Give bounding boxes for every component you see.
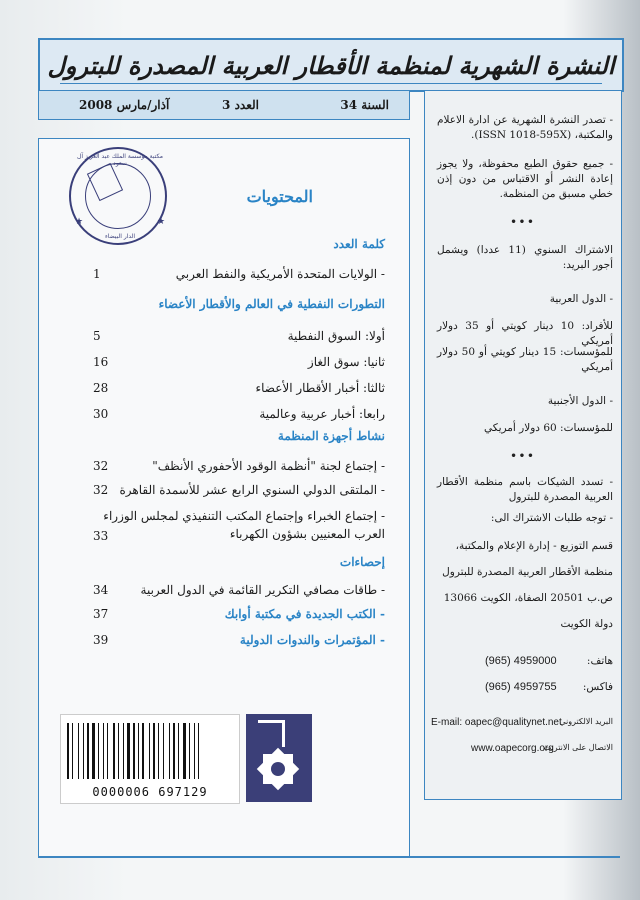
toc-page-number: 28 [93, 381, 109, 395]
toc-entry[interactable]: رابعا: أخبار عربية وعالمية [259, 407, 385, 421]
toc-page-number: 37 [93, 607, 109, 621]
barcode-area [60, 710, 390, 806]
barcode-bar [80, 723, 82, 779]
barcode-bar [191, 723, 193, 779]
barcode-bar [187, 723, 188, 779]
barcode-bar [180, 723, 182, 779]
barcode-bar [67, 723, 69, 779]
phone-number[interactable]: (965) 4959000 [485, 655, 557, 667]
rights-notice: - جميع حقوق الطبع محفوظة، ولا يجوز إعادة النشر أو الاقتباس من دون إذن خطي مسبق من المنظمة. [437, 158, 613, 200]
country: دولة الكويت [560, 618, 613, 630]
barcode-bars [67, 723, 233, 779]
publication-intro: - تصدر النشرة الشهرية عن ادارة الاعلام والمكتبة، (ISSN 1018-595X). [437, 114, 613, 141]
publication-info-panel [424, 90, 622, 800]
library-seal-stamp [69, 147, 167, 245]
toc-entry[interactable]: - الكتب الجديدة في مكتبة أوابك [224, 607, 385, 621]
toc-page-number: 30 [93, 407, 109, 421]
toc-page-number: 16 [93, 355, 109, 369]
po-box: ص.ب 20501 الصفاة، الكويت 13066 [443, 592, 613, 604]
barcode [60, 714, 240, 804]
arab-institution-price: للمؤسسات: 15 دينار كويتي أو 50 دولار أمريكي [437, 346, 613, 373]
barcode-bar [107, 723, 108, 779]
issue-bar [38, 90, 410, 120]
toc-page-number: 5 [93, 329, 101, 343]
barcode-bar [125, 723, 126, 779]
toc-page-number: 1 [93, 267, 101, 281]
barcode-bar [183, 723, 186, 779]
footer-rule [38, 856, 620, 858]
barcode-bar [189, 723, 190, 779]
barcode-bar [194, 723, 195, 779]
toc-entry[interactable]: - طاقات مصافي التكرير القائمة في الدول العربية [140, 583, 385, 597]
barcode-bar [109, 723, 112, 779]
barcode-bar [70, 723, 71, 779]
logo-corner-mark [258, 720, 285, 747]
send-requests-to: - توجه طلبات الاشتراك الى: [490, 512, 613, 524]
barcode-bar [113, 723, 115, 779]
foreign-countries-heading: - الدول الأجنبية [547, 395, 613, 407]
barcode-bar [103, 723, 104, 779]
barcode-digits: 0000006 697129 [92, 785, 208, 799]
seal-bottom-text: الدار البيضاء [104, 233, 136, 240]
masthead-rule [60, 83, 602, 84]
barcode-bar [83, 723, 84, 779]
barcode-bar [169, 723, 170, 779]
arab-countries-heading: - الدول العربية [549, 293, 613, 305]
barcode-bar [92, 723, 95, 779]
email-address[interactable]: E-mail: oapec@qualitynet.net [431, 717, 562, 728]
toc-page-number: 39 [93, 633, 109, 647]
barcode-bar [96, 723, 97, 779]
phone-label: هاتف: [586, 655, 613, 667]
barcode-bar [158, 723, 159, 779]
barcode-bar [153, 723, 155, 779]
barcode-bar [136, 723, 137, 779]
toc-page-number: 32 [93, 459, 109, 473]
separator: ••• [510, 217, 536, 228]
barcode-bar [149, 723, 150, 779]
barcode-bar [74, 723, 77, 779]
barcode-bar [142, 723, 144, 779]
contents-title: المحتويات [246, 187, 313, 206]
barcode-bar [200, 723, 202, 779]
barcode-bar [178, 723, 179, 779]
barcode-bar [196, 723, 197, 779]
barcode-bar [100, 723, 102, 779]
logo-core [271, 762, 285, 776]
seal-star-icon: ★ [75, 217, 84, 227]
toc-entry[interactable]: - إجتماع لجنة "أنظمة الوقود الأحفوري الأنظف" [152, 459, 385, 473]
toc-entry[interactable]: ثالثا: أخبار الأقطار الأعضاء [255, 381, 385, 395]
section-heading: نشاط أجهزة المنظمة [277, 429, 385, 443]
barcode-bar [163, 723, 164, 779]
barcode-bar [90, 723, 91, 779]
section-heading: التطورات النفطية في العالم والأقطار الأعضاء [158, 297, 385, 311]
barcode-bar [145, 723, 148, 779]
barcode-bar [123, 723, 124, 779]
issue-year: السنة 34 [340, 98, 389, 112]
toc-entry[interactable]: - الولايات المتحدة الأمريكية والنفط العربي [175, 267, 385, 281]
toc-page-number: 34 [93, 583, 109, 597]
foreign-institution-price: للمؤسسات: 60 دولار أمريكي [484, 422, 613, 434]
barcode-bar [98, 723, 99, 779]
organization-name: منظمة الأقطار العربية المصدرة للبترول [442, 566, 613, 578]
barcode-bar [105, 723, 106, 779]
barcode-bar [171, 723, 172, 779]
barcode-bar [156, 723, 157, 779]
barcode-bar [151, 723, 152, 779]
barcode-bar [72, 723, 73, 779]
fax-number[interactable]: (965) 4959755 [485, 681, 557, 693]
barcode-bar [138, 723, 139, 779]
barcode-bar [165, 723, 168, 779]
separator: ••• [510, 451, 536, 462]
toc-entry[interactable]: - إجتماع الخبراء وإجتماع المكتب التنفيذي لمجلس الوزراء العرب المعنيين بشؤون الكهرباء [103, 509, 385, 541]
section-heading: إحصاءات [339, 555, 385, 569]
seal-star-icon: ★ [157, 217, 166, 227]
toc-page-number: 32 [93, 483, 109, 497]
barcode-bar [85, 723, 86, 779]
subscription-note: الاشتراك السنوي (11 عددا) ويشمل أجور البريد: [437, 244, 613, 271]
barcode-bar [78, 723, 79, 779]
barcode-bar [160, 723, 162, 779]
section-heading: كلمة العدد [333, 237, 385, 251]
oapec-logo [246, 714, 312, 802]
masthead-title: النشرة الشهرية لمنظمة الأقطار العربية المصدرة للبترول [47, 50, 615, 80]
toc-entry[interactable]: - الملتقى الدولي السنوي الرابع عشر للأسمدة القاهرة [119, 483, 385, 497]
barcode-bar [131, 723, 132, 779]
masthead [38, 38, 624, 92]
distribution-department: قسم التوزيع - إدارة الإعلام والمكتبة، [455, 540, 613, 552]
barcode-bar [87, 723, 89, 779]
toc-page-number: 33 [93, 529, 109, 543]
issue-date: آذار/مارس 2008 [79, 98, 170, 112]
email-label: البريد الالكتروني [559, 717, 613, 726]
barcode-bar [176, 723, 177, 779]
fax-label: فاكس: [582, 681, 613, 693]
cheque-payment-note: - تسدد الشيكات باسم منظمة الأقطار العربية المصدرة للبترول [437, 476, 613, 503]
website-url[interactable]: www.oapecorg.org [471, 743, 554, 754]
toc-entry[interactable]: - المؤتمرات والندوات الدولية [239, 633, 385, 647]
barcode-bar [133, 723, 135, 779]
barcode-bar [118, 723, 119, 779]
barcode-bar [116, 723, 117, 779]
arab-individual-price: للأفراد: 10 دينار كويتي أو 35 دولار أمريكي [437, 320, 613, 347]
seal-top-text: مكتبة مؤسسة الملك عبد العزيز آل سعود [76, 153, 164, 167]
barcode-bar [127, 723, 130, 779]
website-label: الاتصال على الانترنت [543, 743, 613, 752]
barcode-bar [140, 723, 141, 779]
toc-entry[interactable]: ثانيا: سوق الغاز [307, 355, 385, 369]
barcode-bar [173, 723, 175, 779]
toc-entry[interactable]: أولا: السوق النفطية [287, 329, 385, 343]
issue-number: العدد 3 [222, 98, 259, 112]
barcode-bar [120, 723, 122, 779]
barcode-bar [198, 723, 199, 779]
